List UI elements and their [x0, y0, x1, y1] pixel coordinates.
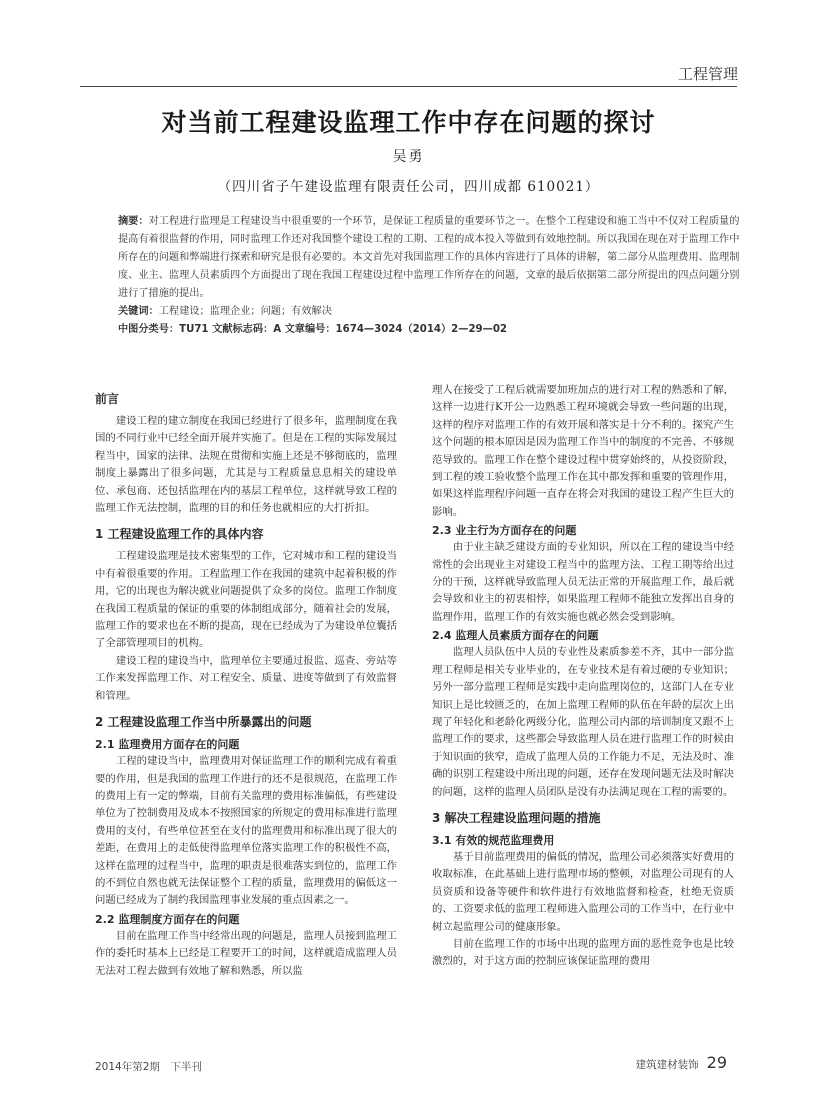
paragraph: 基于目前监理费用的偏低的情况，监理公司必须落实好费用的收取标准，在此基础上进行监理市场的整顿，对监理公司现有的人员资质和设备等硬件和软件进行有效地监督和检查，杜绝无资质的、工资要求低的监理工程师进入监理公司的工作当中，在行业中树立起监理公司的健康形象。 [432, 850, 734, 933]
abstract [118, 213, 741, 303]
header-rule [80, 86, 737, 87]
section-label: 工程管理 [677, 65, 738, 83]
author-name: 吴勇 [392, 149, 425, 165]
paragraph: 建设工程的建设当中，监理单位主要通过报监、巡查、旁站等工作来发挥监理工作、对工程安全、质量、进度等做到了有效监督和管理。 [95, 654, 397, 702]
classification-line: 中图分类号：TU71 文献标志码：A 文章编号：1674—3024（2014）2—29—02 [118, 324, 508, 335]
right-column [432, 382, 734, 971]
section-heading: 2 工程建设监理工作当中所暴露出的问题 [95, 715, 312, 730]
paragraph: 目前在监理工作的市场中出现的监理方面的恶性竞争也是比较激烈的，对于这方面的控制应该保证监理的费用 [432, 937, 734, 968]
paragraph: 工程建设监理是技术密集型的工作，它对城市和工程的建设当中有着很重要的作用。工程监理工作在我国的建筑中起着积极的作用，它的出现也为解决就业问题提供了众多的岗位。监理工作制度在我国工程质量的保证的重要的体制组成部分，随着社会的发展，监理工作的要求也在不断的提高，现在已经成为了为建设单位囊括了全部管理项目的机构。 [95, 550, 397, 650]
subsection-heading: 2.3 业主行为方面存在的问题 [432, 524, 577, 538]
author-affiliation: （四川省子午建设监理有限责任公司，四川成都 610021） [217, 179, 600, 195]
footer-journal [636, 1053, 727, 1072]
paragraph: 由于业主缺乏建设方面的专业知识，所以在工程的建设当中经常性的会出现业主对建设工程当中的监理方法、工程工期等给出过分的干预，这样就导致监理人员无法正常的开展监理工作，最后就会导致和业主的初衷相悖，如果监理工程师不能独立发挥出自身的监理作用，监理工作的有效实施也就必然会受到影响。 [432, 541, 734, 623]
keywords-text: 工程建设；监理企业；问题；有效解决 [158, 306, 332, 317]
abstract-text: 对工程进行监理是工程建设当中很重要的一个环节，是保证工程质量的重要环节之一。在整个工程建设和施工当中不仅对工程质量的提高有着很监督的作用，同时监理工作还对我国整个建设工程的工期、工程的成本投入等做到有效地控制。所以我国在现在对于监理工作中所存在的问题和弊端进行探索和研究是很有必要的。本文首先对我国监理工作的具体内容进行了具体的讲解，第二部分从监理费用、监理制度、业主、监理人员素质四个方面提出了现在我国工程建设过程中监理工作所存在的问题，文章的最后依据第二部分所提出的四点问题分别进行了措施的提出。 [118, 216, 740, 299]
subsection-heading: 3.1 有效的规范监理费用 [432, 833, 555, 847]
subsection-heading: 2.2 监理制度方面存在的问题 [95, 912, 240, 926]
abstract-block [118, 213, 741, 339]
left-column [95, 382, 397, 980]
article-title: 对当前工程建设监理工作中存在问题的探讨 [161, 108, 656, 137]
section-heading: 3 解决工程建设监理问题的措施 [432, 810, 601, 825]
paragraph: 理人在接受了工程后就需要加班加点的进行对工程的熟悉和了解，这样一边进行K开公一边熟悉工程环境就会导致一些问题的出现，这样的程序对监理工作的有效开展和落实是十分不利的。探究产生这个问题的根本原因是因为监理工作当中的制度的不完善、不够规范导致的。监理工作在整个建设过程中贯穿始终的，从投资阶段，到工程的竣工验收整个监理工作在其中都发挥和重要的管理作用，如果这样监理程序问题一直存在将会对我国的建设工程产生巨大的影响。 [432, 384, 734, 518]
paragraph: 目前在监理工作当中经常出现的问题是，监理人员接到监理工作的委托时基本上已经是工程要开工的时间，这样就造成监理人员无法对工程去做到有效地了解和熟悉，所以监 [95, 929, 397, 977]
keywords [118, 303, 741, 321]
paragraph: 工程的建设当中，监理费用对保证监理工作的顺利完成有着重要的作用，但是我国的监理工作进行的还不是很规范，在监理工作的费用上有一定的弊端，目前有关监理的费用标准偏低，有些建设单位为了控制费用及成本不按照国家的所规定的费用标准进行监理费用的支付，有些单位甚至在支付的监理费用和标准出现了很大的差距，在费用上的走低使得监理单位落实监理工作的积极性不高，这样在监理的过程当中，监理的职责是很难落实到位的，监理工作的不到位自然也就无法保证整个工程的质量，监理费用的偏低这一问题已经成为了制约我国监理事业发展的重点因素之一。 [95, 755, 397, 907]
journal-name: 建筑建材装饰 [635, 1059, 699, 1071]
subsection-heading: 2.1 监理费用方面存在的问题 [95, 738, 240, 752]
preface-heading: 前言 [95, 392, 120, 406]
abstract-label: 摘要： [118, 216, 149, 227]
section-heading: 1 工程建设监理工作的具体内容 [95, 527, 264, 542]
keywords-label: 关键词： [118, 306, 159, 317]
paragraph: 监理人员队伍中人员的专业性及素质参差不齐，其中一部分监理工程师是相关专业毕业的，在专业技术是有着过硬的专业知识；另外一部分监理工程师是实践中走向监理岗位的，这部门人在专业知识上是比较匮乏的，在加上监理工程师的队伍在年龄的层次上出现了年轻化和老龄化两级分化，监理公司内部的培训制度又跟不上监理工作的要求，这些都会导致监理人员在进行监理工作的时候由于知识面的狭窄，造成了监理人员的工作能力不足，无法及时、准确的识别工程建设中所出现的问题，还存在发现问题无法及时解决的问题，这样的监理人员团队是没有办法满足现在工程的需要的。 [432, 646, 734, 798]
page-number: 29 [706, 1053, 727, 1072]
footer-issue: 2014年第2期 下半刊 [95, 1061, 202, 1073]
subsection-heading: 2.4 监理人员素质方面存在的问题 [432, 629, 599, 643]
paragraph: 建设工程的建立制度在我国已经进行了很多年，监理制度在我国的不同行业中已经全面开展并实施了。但是在工程的实际发展过程当中，国家的法律、法规在贯彻和实施上还是不够彻底的，监理制度上暴露出了很多问题，尤其是与工程质量息息相关的建设单位、承包商、还包括监理在内的基层工程单位，这样就导致工程的监理工作无法控制，监理的目的和任务也就相应的大打折扣。 [95, 415, 397, 515]
